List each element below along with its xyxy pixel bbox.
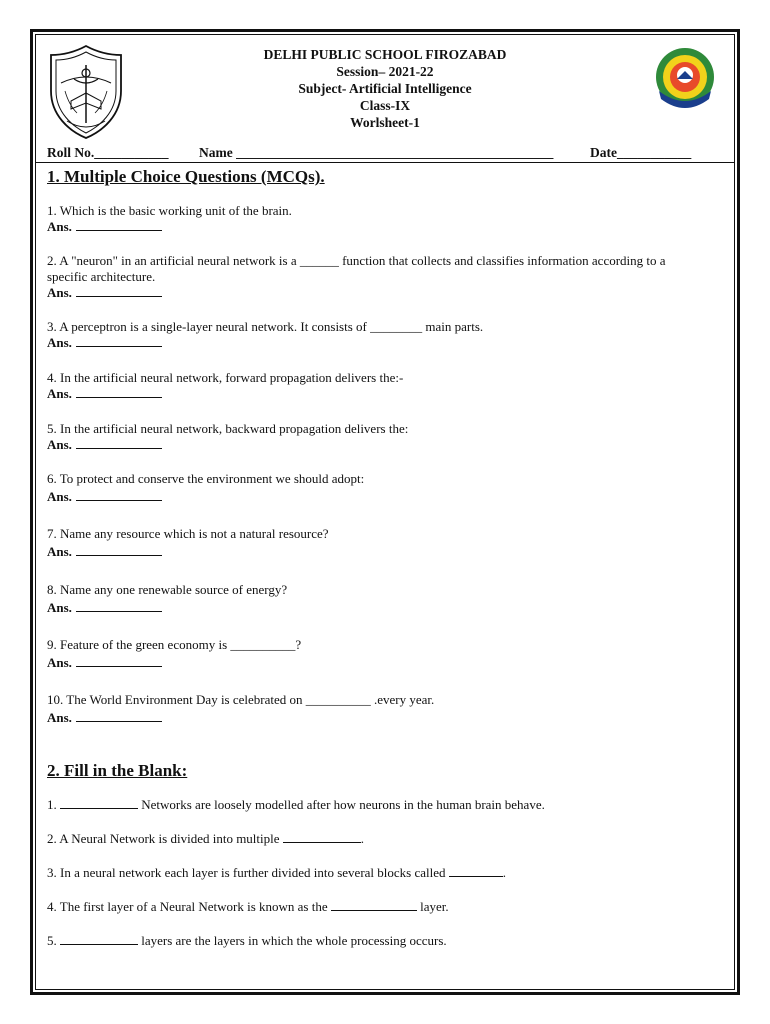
answer-label: Ans. (47, 219, 72, 234)
fill-blank-text: layers are the layers in which the whole processing occurs. (141, 933, 447, 948)
blank-line (60, 797, 138, 809)
blank-line (283, 831, 361, 843)
header-divider (36, 162, 735, 163)
class-label: Class-IX (359, 98, 411, 113)
answer-line (47, 489, 162, 505)
answer-label: Ans. (47, 489, 72, 504)
fill-blank-text: 5. (47, 933, 57, 948)
fill-blank-text: Networks are loosely modelled after how neurons in the human brain behave. (141, 797, 545, 812)
fill-blank-text: 2. A Neural Network is divided into multiple (47, 831, 280, 846)
name-field: Name _______________________________________________ (199, 145, 554, 160)
fill-blank-text: 4. The first layer of a Neural Network is known as the (47, 899, 328, 914)
mcq-question: 6. To protect and conserve the environment we should adopt: (47, 471, 365, 486)
answer-label: Ans. (47, 710, 72, 725)
answer-label: Ans. (47, 600, 72, 615)
fill-blank-text: layer. (420, 899, 449, 914)
mcq-question: 10. The World Environment Day is celebrated on __________ .every year. (47, 692, 435, 707)
worksheet-title: Worlsheet-1 (350, 115, 420, 130)
mcq-question: 9. Feature of the green economy is __________? (47, 637, 302, 652)
mcq-question: 5. In the artificial neural network, backward propagation delivers the: (47, 421, 409, 436)
session-label: Session– 2021-22 (336, 64, 434, 79)
school-crest-logo (47, 43, 125, 141)
student-info-row (47, 145, 715, 163)
fill-blank-text: 3. In a neural network each layer is further divided into several blocks called (47, 865, 446, 880)
answer-label: Ans. (47, 335, 72, 350)
blank-line (449, 865, 503, 877)
answer-line (47, 437, 162, 453)
blank-line (331, 899, 417, 911)
answer-line (47, 544, 162, 560)
answer-line (47, 655, 162, 671)
answer-line (47, 386, 162, 402)
answer-line (47, 219, 162, 235)
fill-blank-item (47, 899, 707, 915)
fill-blank-text: . (502, 865, 507, 880)
answer-line (47, 710, 162, 726)
mcq-question: 1. Which is the basic working unit of the brain. (47, 203, 292, 218)
answer-line (47, 335, 162, 351)
fill-blank-item (47, 933, 707, 949)
date-field: Date___________ (590, 145, 692, 160)
mcq-question: 8. Name any one renewable source of energy? (47, 582, 288, 597)
mcq-section-title: 1. Multiple Choice Questions (MCQs). (47, 167, 325, 186)
answer-label: Ans. (47, 386, 72, 401)
answer-label: Ans. (47, 285, 72, 300)
fill-blank-text: 1. (47, 797, 57, 812)
mcq-question: 2. A "neuron" in an artificial neural network is a ______ function that collects and classifies information according to a specific architecture. (47, 253, 666, 284)
subject-label: Subject- Artificial Intelligence (298, 81, 472, 96)
mcq-question: 4. In the artificial neural network, forward propagation delivers the:- (47, 370, 404, 385)
fill-blank-section-title: 2. Fill in the Blank: (47, 761, 188, 780)
blank-line (60, 933, 138, 945)
answer-label: Ans. (47, 437, 72, 452)
fill-blank-text: . (360, 831, 365, 846)
answer-line (47, 600, 162, 616)
roll-number-field: Roll No.___________ (47, 145, 169, 160)
fill-blank-item (47, 865, 707, 881)
mcq-question: 3. A perceptron is a single-layer neural network. It consists of ________ main parts. (47, 319, 484, 334)
fill-blank-item (47, 797, 707, 813)
mcq-question: 7. Name any resource which is not a natural resource? (47, 526, 329, 541)
school-name: DELHI PUBLIC SCHOOL FIROZABAD (263, 47, 507, 62)
answer-line (47, 285, 162, 301)
school-badge-logo (653, 45, 717, 115)
answer-label: Ans. (47, 655, 72, 670)
fill-blank-item (47, 831, 707, 847)
answer-label: Ans. (47, 544, 72, 559)
